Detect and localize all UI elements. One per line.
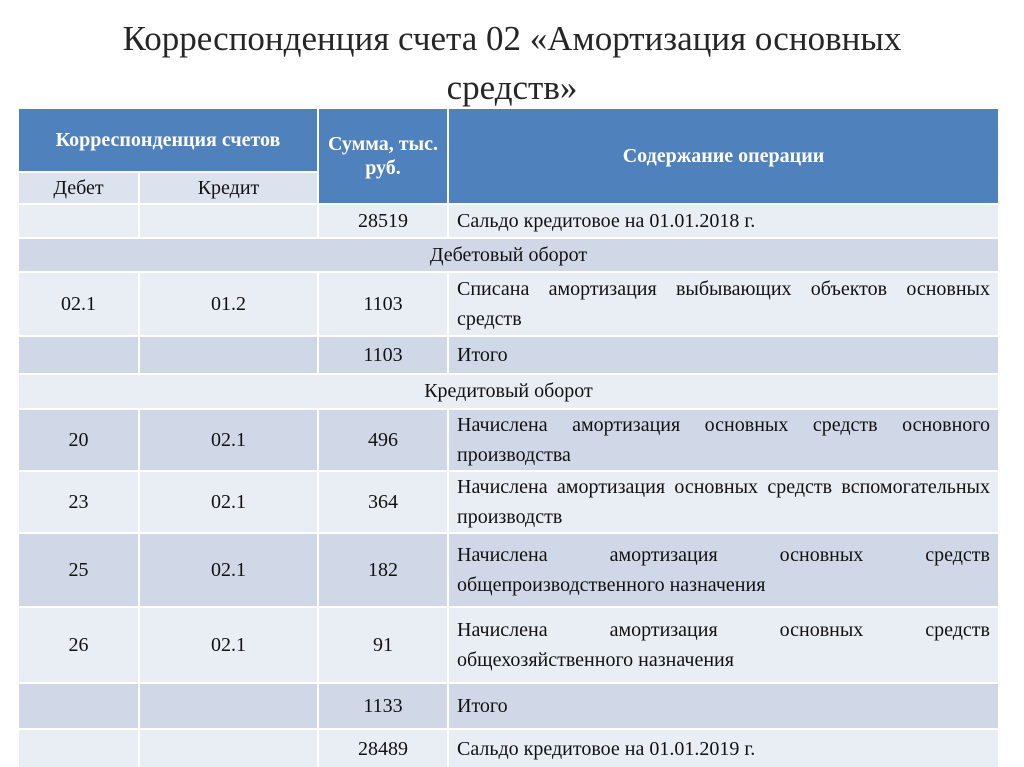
cell-amount: 28519 <box>318 204 448 238</box>
cell-debit: 20 <box>18 409 139 471</box>
table-row <box>18 471 999 533</box>
cell-debit: 26 <box>18 607 139 683</box>
section-row-debit-turnover <box>18 238 999 272</box>
cell-amount: 1103 <box>318 272 448 336</box>
cell-amount: 1133 <box>318 683 448 729</box>
title-line-2: средств» <box>446 68 578 107</box>
header-row <box>18 108 999 172</box>
cell-credit: 02.1 <box>139 471 318 533</box>
table-row <box>18 607 999 683</box>
cell-empty <box>139 683 318 729</box>
cell-debit: 25 <box>18 533 139 607</box>
header-corr-accounts: Корреспонденция счетов <box>18 108 318 172</box>
header-credit: Кредит <box>139 172 318 204</box>
cell-text: Начислена амортизация основных средств основного производства <box>448 409 999 471</box>
cell-amount: 91 <box>318 607 448 683</box>
cell-text: Списана амортизация выбывающих объектов основных средств <box>448 272 999 336</box>
table-row-total <box>18 683 999 729</box>
cell-amount: 182 <box>318 533 448 607</box>
section-label: Дебетовый оборот <box>18 238 999 272</box>
header-content: Содержание операции <box>448 108 999 204</box>
section-row-credit-turnover <box>18 374 999 409</box>
cell-empty <box>18 336 139 374</box>
cell-credit <box>139 204 318 238</box>
cell-credit: 02.1 <box>139 533 318 607</box>
cell-text: Итого <box>448 336 999 374</box>
cell-amount: 28489 <box>318 729 448 767</box>
table-row-closing <box>18 729 999 767</box>
cell-empty <box>139 336 318 374</box>
section-label: Кредитовый оборот <box>18 374 999 409</box>
table-row <box>18 409 999 471</box>
cell-debit: 23 <box>18 471 139 533</box>
cell-text: Сальдо кредитовое на 01.01.2019 г. <box>448 729 999 767</box>
cell-credit: 01.2 <box>139 272 318 336</box>
cell-empty <box>18 729 139 767</box>
cell-debit: 02.1 <box>18 272 139 336</box>
cell-amount: 1103 <box>318 336 448 374</box>
table-row <box>18 272 999 336</box>
cell-debit <box>18 204 139 238</box>
cell-text: Начислена амортизация основных средств общехозяйственного назначения <box>448 607 999 683</box>
correspondence-table <box>17 107 1000 767</box>
cell-empty <box>139 729 318 767</box>
table-row-total <box>18 336 999 374</box>
table-row <box>18 533 999 607</box>
table-row-opening <box>18 204 999 238</box>
cell-text: Начислена амортизация основных средств общепроизводственного назначения <box>448 533 999 607</box>
cell-amount: 364 <box>318 471 448 533</box>
header-debit: Дебет <box>18 172 139 204</box>
cell-text: Начислена амортизация основных средств вспомогательных производств <box>448 471 999 533</box>
cell-credit: 02.1 <box>139 409 318 471</box>
cell-empty <box>18 683 139 729</box>
cell-amount: 496 <box>318 409 448 471</box>
cell-credit: 02.1 <box>139 607 318 683</box>
cell-text: Сальдо кредитовое на 01.01.2018 г. <box>448 204 999 238</box>
title-line-1: Корреспонденция счета 02 «Амортизация основных <box>122 19 902 58</box>
page-title <box>0 14 1024 112</box>
header-amount: Сумма, тыс. руб. <box>318 108 448 204</box>
cell-text: Итого <box>448 683 999 729</box>
